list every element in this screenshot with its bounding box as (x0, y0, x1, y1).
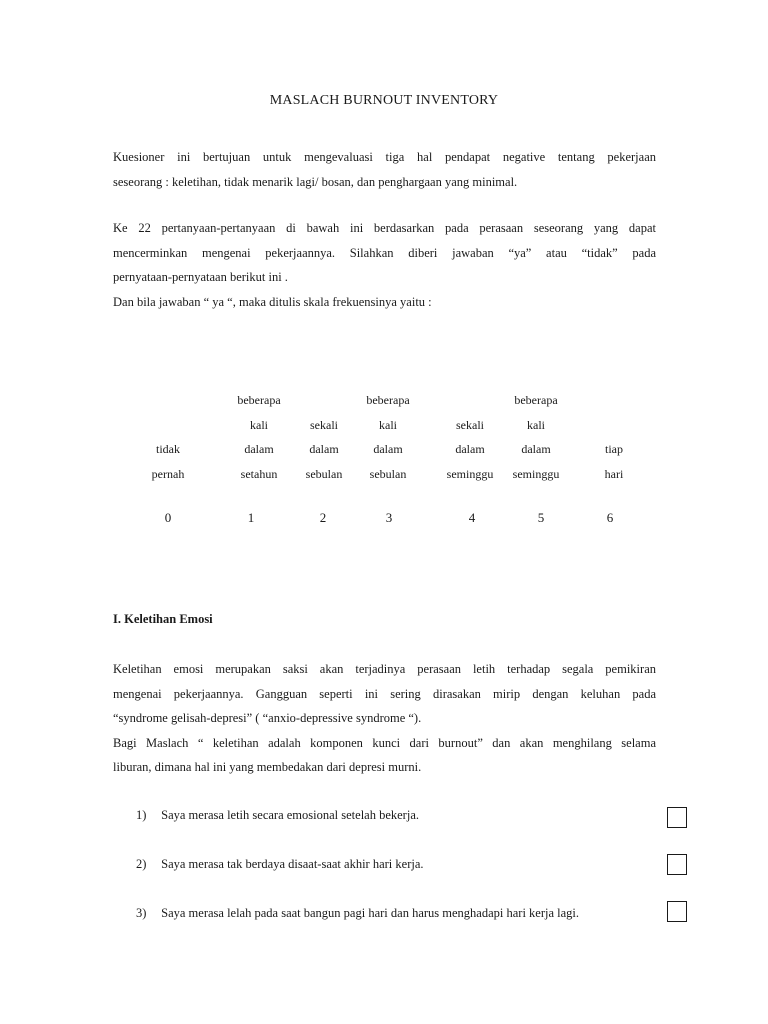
instructions-line-2: mencerminkan mengenai pekerjaannya. Silahkan diberi jawaban “ya” atau “tidak” pada (113, 245, 656, 260)
answer-checkbox-3[interactable] (667, 901, 687, 922)
scale-label-1: beberapa kali dalam setahun (237, 393, 281, 481)
scale-label-6: tiap hari (604, 442, 624, 481)
scale-value-0: 0 (164, 510, 172, 525)
scale-label-0: tidak pernah (151, 442, 185, 481)
section-para-line-2: mengenai pekerjaannya. Gangguan seperti ini sering dirasakan mirip dengan keluhan pada (113, 686, 656, 701)
question-item (136, 808, 419, 823)
answer-checkbox-1[interactable] (667, 807, 687, 828)
page-title: MASLACH BURNOUT INVENTORY (269, 93, 499, 108)
scale-label-3: beberapa kali dalam sebulan (366, 393, 410, 481)
instructions-line-3: pernyataan-pernyataan berikut ini . (113, 270, 288, 284)
scale-label-4: sekali dalam seminggu (446, 417, 494, 481)
question-text: Saya merasa letih secara emosional setelah bekerja. (161, 808, 419, 822)
scale-label-2: sekali dalam sebulan (305, 417, 343, 481)
question-number: 2) (136, 857, 147, 871)
scale-value-4: 4 (468, 510, 476, 525)
scale-value-6: 6 (606, 510, 614, 525)
intro-line-2: seseorang : keletihan, tidak menarik lagi/ bosan, dan penghargaan yang minimal. (113, 174, 518, 189)
section-para-line-1: Keletihan emosi merupakan saksi akan terjadinya perasaan letih terhadap segala pemikiran (113, 662, 656, 676)
question-item (136, 906, 579, 921)
question-number: 1) (136, 808, 147, 822)
intro-line-1: Kuesioner ini bertujuan untuk mengevaluasi tiga hal pendapat negative tentang pekerjaan (113, 150, 656, 164)
instructions-paragraph (113, 216, 656, 314)
section-para-line-4: Bagi Maslach “ keletihan adalah komponen kunci dari burnout” dan akan menghilang selama (113, 735, 656, 750)
intro-paragraph (113, 145, 656, 194)
question-number: 3) (136, 906, 147, 920)
scale-value-3: 3 (385, 510, 393, 525)
scale-value-5: 5 (537, 510, 545, 525)
answer-checkbox-2[interactable] (667, 854, 687, 875)
question-item (136, 857, 424, 872)
section-paragraph (113, 657, 656, 780)
section-heading: I. Keletihan Emosi (113, 612, 213, 626)
question-text: Saya merasa tak berdaya disaat-saat akhir hari kerja. (161, 857, 424, 871)
question-text: Saya merasa lelah pada saat bangun pagi hari dan harus menghadapi hari kerja lagi. (161, 906, 580, 920)
section-para-line-3: “syndrome gelisah-depresi” ( “anxio-depressive syndrome “). (113, 711, 422, 725)
scale-value-1: 1 (247, 510, 255, 525)
instructions-line-4: Dan bila jawaban “ ya “, maka ditulis skala frekuensinya yaitu : (113, 294, 432, 309)
section-para-line-5: liburan, dimana hal ini yang membedakan dari depresi murni. (113, 760, 422, 774)
scale-label-5: beberapa kali dalam seminggu (512, 393, 560, 481)
scale-value-2: 2 (319, 510, 327, 525)
instructions-line-1: Ke 22 pertanyaan-pertanyaan di bawah ini berdasarkan pada perasaan seseorang yang dapat (113, 221, 656, 235)
